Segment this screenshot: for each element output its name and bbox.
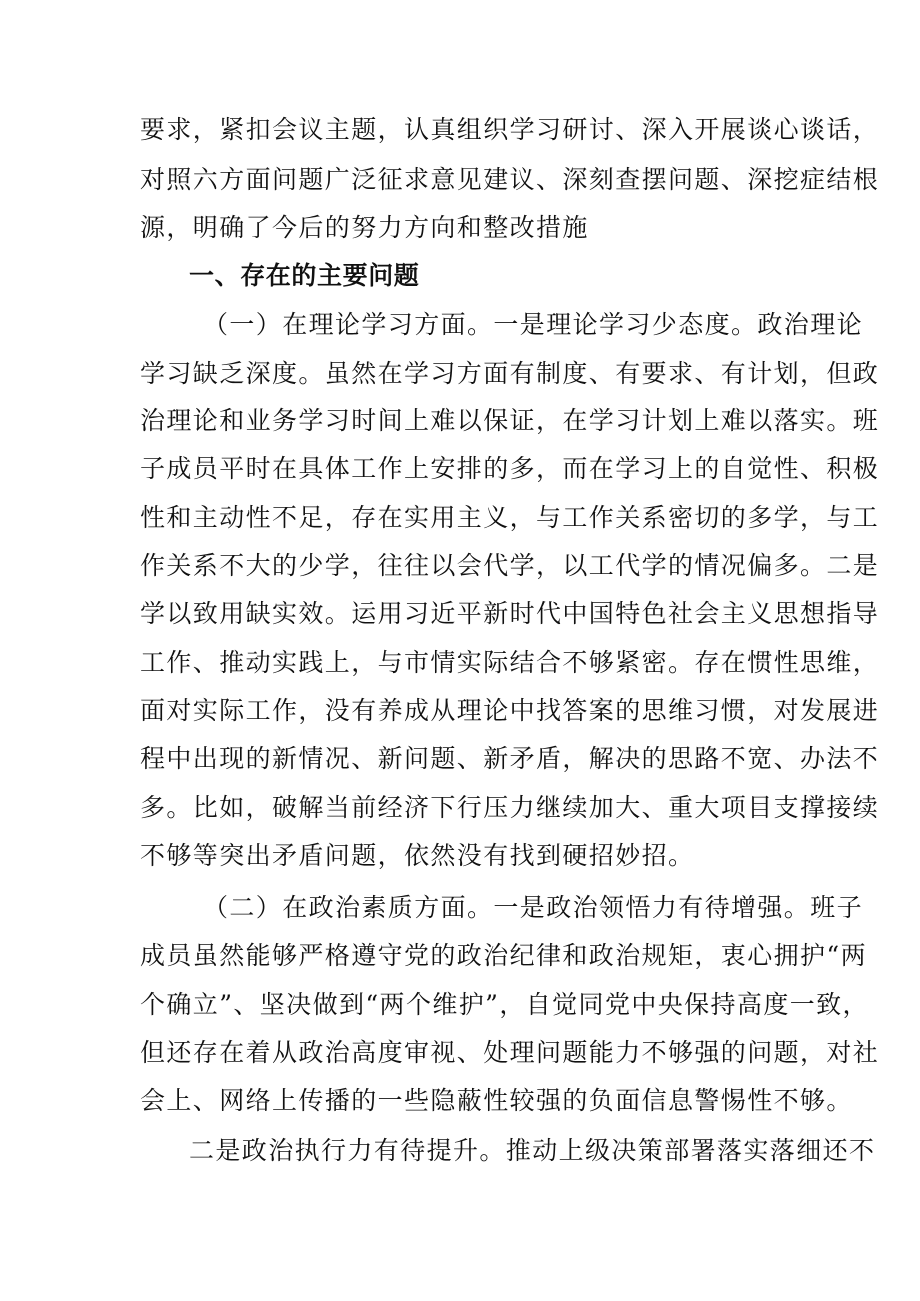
para1-line-5: 性和主动性不足，存在实用主义，与工作关系密切的多学，与工 <box>140 503 880 532</box>
intro-line-3: 源，明确了今后的努力方向和整改措施 <box>140 213 589 242</box>
para1-line-7: 学以致用缺实效。运用习近平新时代中国特色社会主义思想指导 <box>140 599 880 628</box>
intro-line-2: 对照六方面问题广泛征求意见建议、深刻查摆问题、深挖症结根 <box>140 165 880 194</box>
para1-line-6: 作关系不大的少学，往往以会代学，以工代学的情况偏多。二是 <box>140 551 880 580</box>
para2-line-4: 但还存在着从政治高度审视、处理问题能力不够强的问题，对社 <box>140 1038 880 1067</box>
para1-line-1: （一）在理论学习方面。一是理论学习少态度。政治理论 <box>203 310 864 339</box>
para2-line-1: （二）在政治素质方面。一是政治领悟力有待增强。班子 <box>203 893 864 922</box>
para1-line-11: 多。比如，破解当前经济下行压力继续加大、重大项目支撑接续 <box>140 793 880 822</box>
para2-line-5: 会上、网络上传播的一些隐蔽性较强的负面信息警惕性不够。 <box>140 1086 853 1115</box>
para1-line-4: 子成员平时在具体工作上安排的多，而在学习上的自觉性、积极 <box>140 454 880 483</box>
para1-line-2: 学习缺乏深度。虽然在学习方面有制度、有要求、有计划，但政 <box>140 359 880 388</box>
para1-line-8: 工作、推动实践上，与市情实际结合不够紧密。存在惯性思维， <box>140 648 880 677</box>
para1-line-10: 程中出现的新情况、新问题、新矛盾，解决的思路不宽、办法不 <box>140 744 880 773</box>
para1-line-12: 不够等突出矛盾问题，依然没有找到硬招妙招。 <box>140 841 695 870</box>
para2-line-2: 成员虽然能够严格遵守党的政治纪律和政治规矩，衷心拥护“两 <box>140 941 867 970</box>
intro-line-1: 要求，紧扣会议主题，认真组织学习研讨、深入开展谈心谈话， <box>140 115 880 144</box>
para1-line-9: 面对实际工作，没有养成从理论中找答案的思维习惯，对发展进 <box>140 696 880 725</box>
section-heading: 一、存在的主要问题 <box>189 261 420 290</box>
para3-line-1: 二是政治执行力有待提升。推动上级决策部署落实落细还不 <box>189 1136 876 1165</box>
para1-line-3: 治理论和业务学习时间上难以保证，在学习计划上难以落实。班 <box>140 406 880 435</box>
para2-line-3: 个确立”、坚决做到“两个维护”，自觉同党中央保持高度一致， <box>140 990 869 1019</box>
